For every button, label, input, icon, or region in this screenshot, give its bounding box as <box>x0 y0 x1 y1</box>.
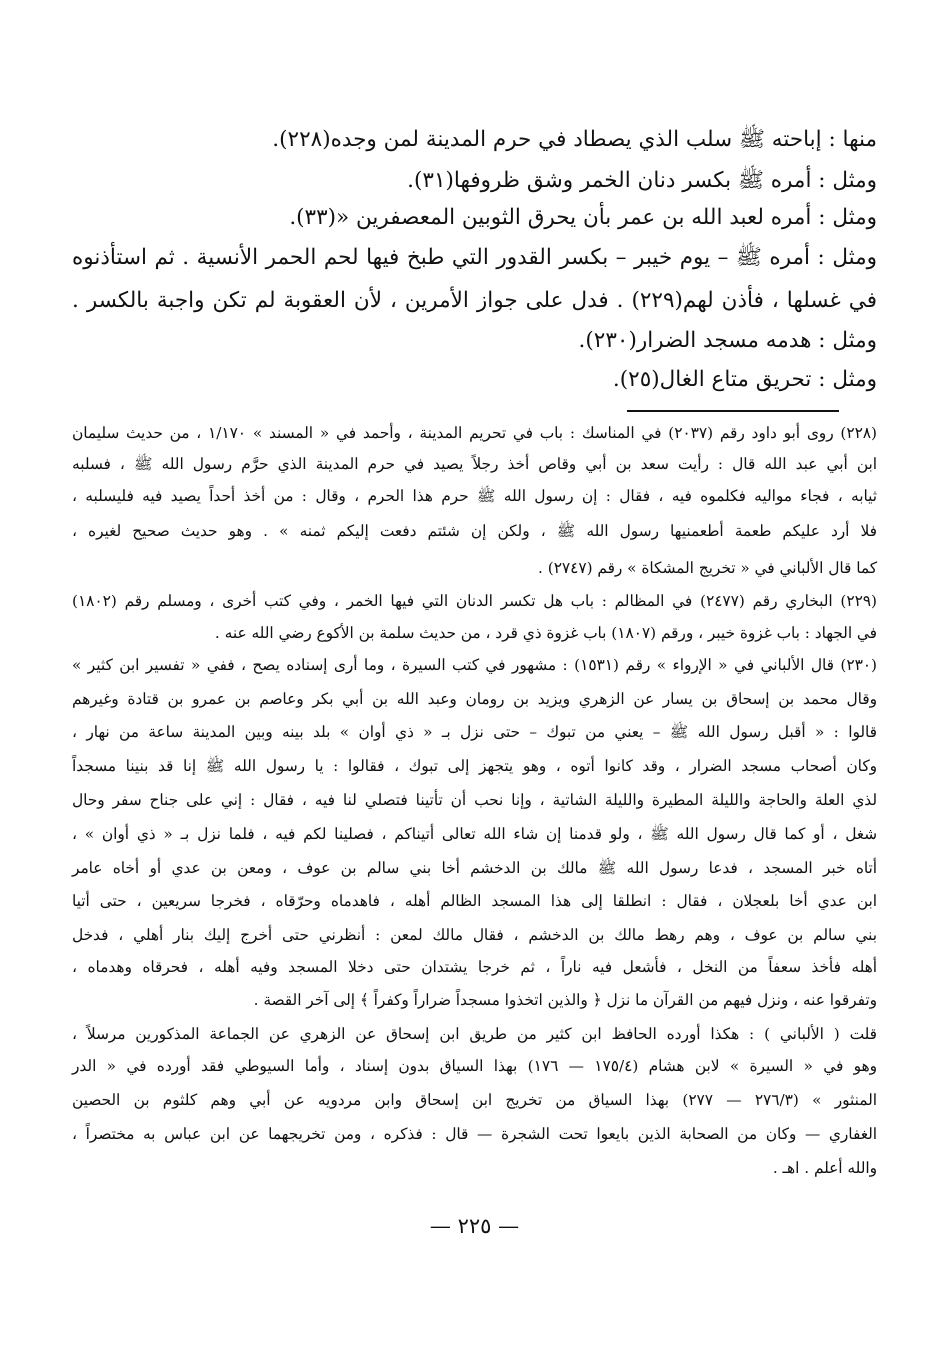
footnote-228-line-4: فلا أرد عليكم طعمة أطعمنيها رسول الله ﷺ ، ولكن إن شئتم دفعت إليكم ثمنه » . وهو حديث صحيح لغيره ، <box>72 522 877 540</box>
footnote-230-line-2: وقال محمد بن إسحاق بن يسار عن الزهري ويزيد بن رومان وعبد الله بن أبي بكر وعاصم بن عمرو بن قتادة وغيرهم <box>72 690 877 708</box>
footnote-230-line-9: بني سالم بن عوف ، وهم رهط مالك بن الدخشم ، فقال مالك لمعن : أنظرني حتى أخرج إليك بنار أهلي ، فدخل <box>72 926 877 944</box>
main-line-1: منها : إباحته ﷺ سلب الذي يصطاد في حرم المدينة لمن وجده(٢٢٨). <box>272 127 877 152</box>
footnote-230-line-14: المنثور » (٢٧٦/٣ — ٢٧٧) بهذا السياق من تخريج ابن إسحاق وابن مردويه عن أبي وهم كلثوم بن الحصين <box>72 1091 878 1109</box>
footnote-230-line-1: (٢٣٠) قال الألباني في « الإرواء » رقم (١٥٣١) : مشهور في كتب السيرة ، وما أرى إسناده يصح ، ففي « تفسير ابن كثير » <box>72 656 877 674</box>
footnote-229-line-1: (٢٢٩) البخاري رقم (٢٤٧٧) في المظالم : باب هل تكسر الدنان التي فيها الخمر ، وفي كتب أخرى ، ومسلم رقم (١٨٠٢) <box>72 592 877 610</box>
footnote-228-line-5: كما قال الألباني في « تخريج المشكاة » رقم (٢٧٤٧) . <box>538 559 877 577</box>
footnote-230-line-10: أهله فأخذ سعفاً من النخل ، فأشعل فيه ناراً ، ثم خرجا يشتدان حتى دخلا المسجد وفيه أهله ، فحرقاه وهدماه ، <box>72 958 877 976</box>
footnote-228-line-2: ابن أبي عبد الله قال : رأيت سعد بن أبي وقاص أخذ رجلاً يصيد في حرم المدينة الذي حرَّم رسول الله ﷺ ، فسلبه <box>72 455 877 473</box>
main-line-2: ومثل : أمره ﷺ بكسر دنان الخمر وشق ظروفها(٣١). <box>407 168 877 193</box>
footnote-228-line-3: ثيابه ، فجاء مواليه فكلموه فيه ، فقال : إن رسول الله ﷺ حرم هذا الحرم ، وقال : من أخذ أحداً يصيد فيه فليسلبه ، <box>72 487 877 505</box>
footnote-230-line-6: شغل ، أو كما قال رسول الله ﷺ ، ولو قدمنا إن شاء الله تعالى أتيناكم ، فصلينا لكم فيه ، فلما نزل بـ « ذي أوان » ، <box>72 825 877 843</box>
main-line-5: في غسلها ، فأذن لهم(٢٢٩) . فدل على جواز الأمرين ، لأن العقوبة لم تكن واجبة بالكسر . <box>72 288 877 313</box>
page-number: — ٢٢٥ — <box>429 1214 520 1238</box>
footnote-230-line-15: الغفاري — وكان من الصحابة الذين بايعوا تحت الشجرة — قال : فذكره ، ومن تخريجهما عن ابن عباس به مختصراً ، <box>72 1125 877 1143</box>
footnote-230-line-13: وهو في « السيرة » لابن هشام (١٧٥/٤ — ١٧٦) بهذا السياق بدون إسناد ، وأما السيوطي فقد أورده في « الدر <box>72 1057 877 1075</box>
footnote-230-line-4: وكان أصحاب مسجد الضرار ، وقد كانوا أتوه ، وهو يتجهز إلى تبوك ، فقالوا : يا رسول الله ﷺ إنا قد بنينا مسجداً <box>72 757 877 775</box>
footnote-230-line-5: لذي العلة والحاجة والليلة المطيرة والليلة الشاتية ، وإنا نحب أن تأتينا فتصلي لنا فيه ، فقال : إني على جناح سفر وحال <box>72 791 877 809</box>
footnote-228-line-1: (٢٢٨) روى أبو داود رقم (٢٠٣٧) في المناسك : باب في تحريم المدينة ، وأحمد في « المسند » ١/١٧٠ ، من حديث سليمان <box>72 424 877 442</box>
footnote-230-line-11: وتفرقوا عنه ، ونزل فيهم من القرآن ما نزل ﴿ والذين اتخذوا مسجداً ضراراً وكفراً ﴾ إلى آخر القصة . <box>253 991 877 1009</box>
footnote-230-line-8: ابن عدي أخا بلعجلان ، فقال : انطلقا إلى هذا المسجد الظالم أهله ، فاهدماه وحرّقاه ، فخرجا سريعين ، حتى أتيا <box>72 892 877 910</box>
footnote-230-line-12: قلت ( الألباني ) : هكذا أورده الحافظ ابن كثير من طريق ابن إسحاق عن الزهري عن الجماعة المذكورين مرسلاً ، <box>72 1025 877 1043</box>
footnote-229-line-2: في الجهاد : باب غزوة خيبر ، ورقم (١٨٠٧) باب غزوة ذي قرد ، من حديث سلمة بن الأكوع رضي الله عنه . <box>214 624 877 642</box>
footnote-230-line-7: أتاه خبر المسجد ، فدعا رسول الله ﷺ مالك بن الدخشم أخا بني سالم بن عوف ، ومعن بن عدي أو أخاه عامر <box>72 859 877 877</box>
footnote-separator <box>627 410 839 412</box>
footnote-230-line-16: والله أعلم . اهـ . <box>772 1159 877 1177</box>
main-line-3: ومثل : أمره لعبد الله بن عمر بأن يحرق الثوبين المعصفرين «(٣٣). <box>289 205 877 230</box>
main-line-6: ومثل : هدمه مسجد الضرار(٢٣٠). <box>578 328 877 353</box>
main-line-4: ومثل : أمره ﷺ – يوم خيبر – بكسر القدور التي طبخ فيها لحم الحمر الأنسية . ثم استأذنوه <box>72 245 877 270</box>
footnote-230-line-3: قالوا : « أقبل رسول الله ﷺ – يعني من تبوك – حتى نزل بـ « ذي أوان » بلد بينه وبين المدينة ساعة من نهار ، <box>72 723 877 741</box>
main-line-7: ومثل : تحريق متاع الغال(٢٥). <box>612 367 877 392</box>
